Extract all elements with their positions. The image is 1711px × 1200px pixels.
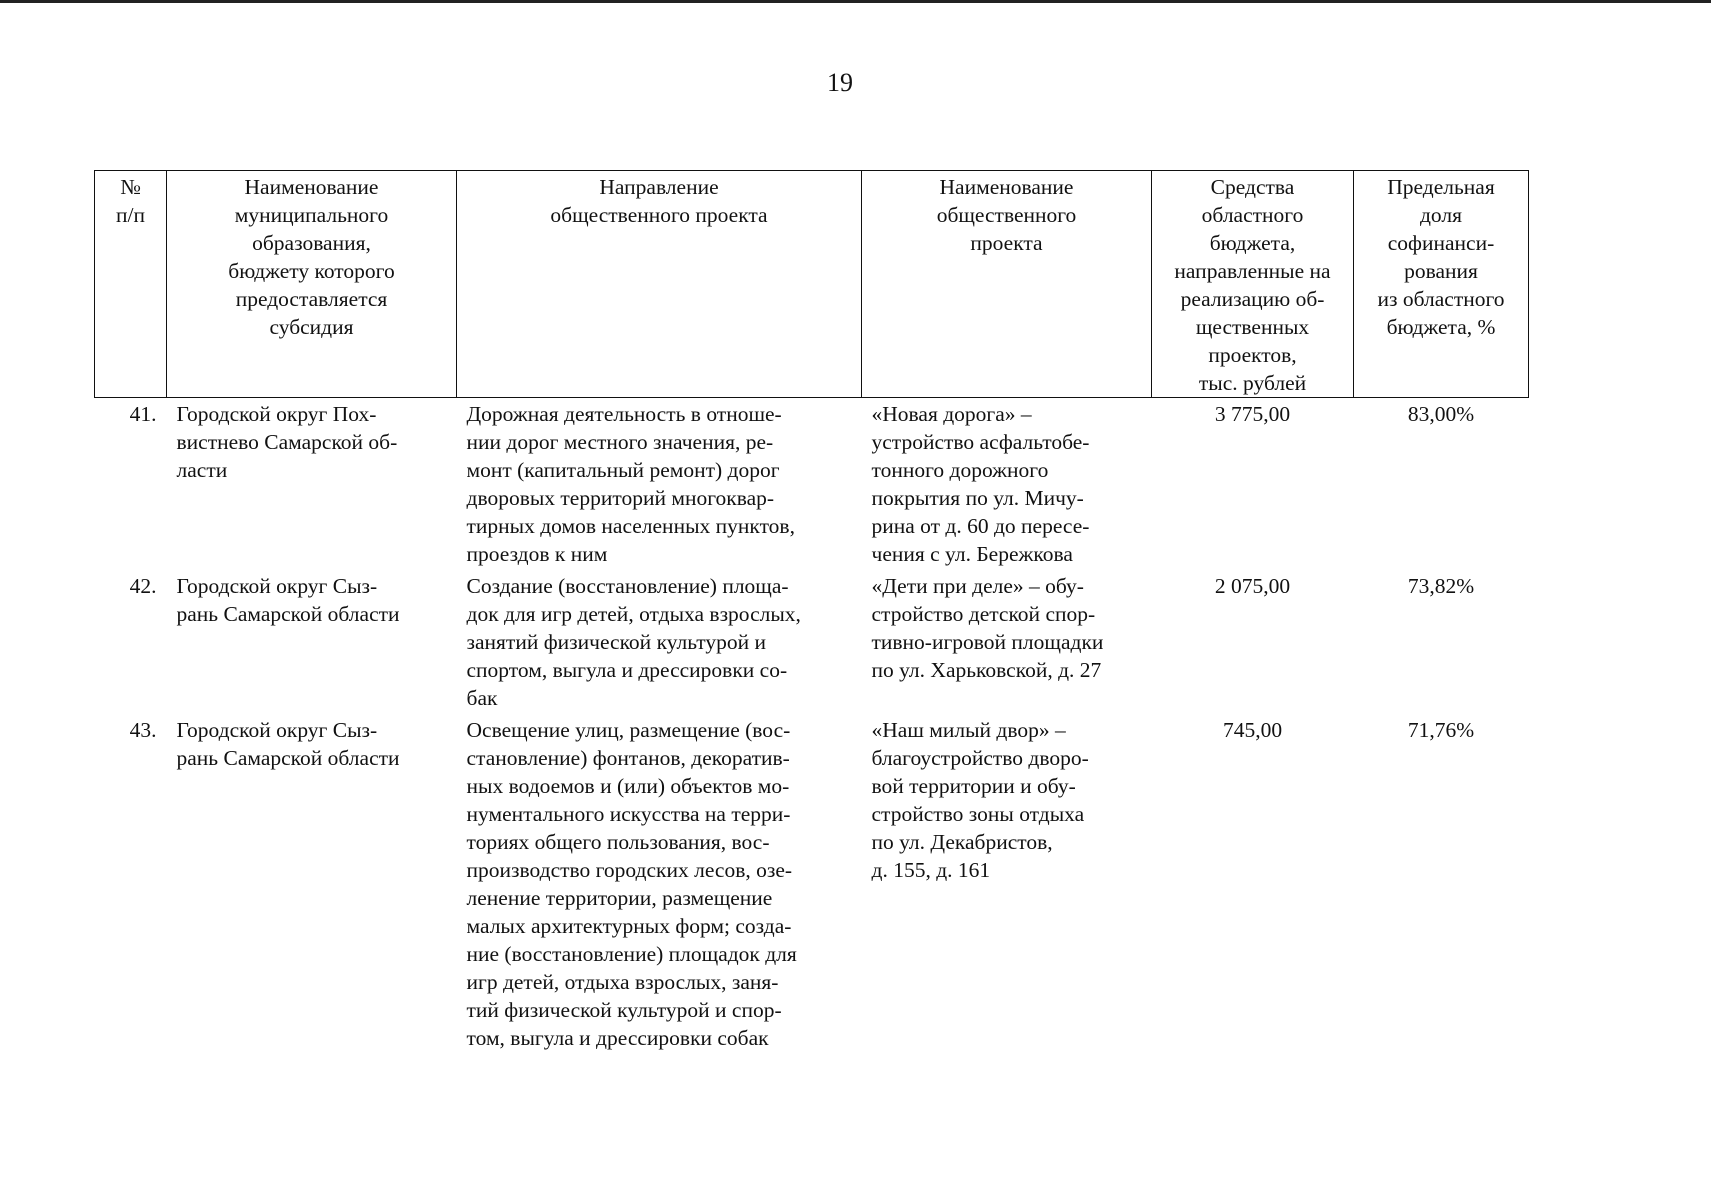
page-number: 19	[827, 68, 853, 97]
row-number: 43.	[129, 718, 157, 742]
row-direction: Дорожная деятельность в отноше- нии дорог местного значения, ре- монт (капитальный ремонт) дорог дворовых территорий многоквар- тирных домов населенных пунктов, проездов к ним	[466, 402, 795, 566]
row-share: 71,76%	[1407, 718, 1475, 742]
row-direction: Создание (восстановление) площа- док для игр детей, отдыха взрослых, занятий физической культурой и спортом, выгула и дрессировки со- бак	[466, 574, 801, 710]
row-direction: Освещение улиц, размещение (вос- становление) фонтанов, декоратив- ных водоемов и (или) объектов мо- нументального искусства на терри- ториях общего пользования, вос- производство городских лесов, озе- ленение территории, размещение малых архитектурных форм; созда- ние (восстановление) площадок для игр детей, отдыха взрослых, заня- тий физической культурой и спор- том, выгула и дрессировки собак	[466, 718, 797, 1050]
table-header	[95, 171, 1529, 398]
scan-top-edge	[0, 0, 1711, 3]
table-body	[95, 398, 1529, 1053]
header-direction: Направление общественного проекта	[457, 171, 862, 398]
row-project: «Дети при деле» – обу- стройство детской спор- тивно-игровой площадки по ул. Харьковской, д. 27	[871, 574, 1104, 682]
table-row	[95, 712, 1529, 1052]
row-municipality: Городской округ Пох- вистнево Самарской об- ласти	[176, 402, 398, 482]
header-share: Предельная доля софинанси- рования из областного бюджета, %	[1354, 171, 1529, 398]
row-number: 41.	[129, 402, 157, 426]
header-funds: Средства областного бюджета, направленные на реализацию об- щественных проектов, тыс. рублей	[1152, 171, 1354, 398]
header-row	[95, 171, 1529, 398]
row-project: «Наш милый двор» – благоустройство дворо- вой территории и обу- стройство зоны отдыха по ул. Декабристов, д. 155, д. 161	[871, 718, 1089, 882]
row-funds: 2 075,00	[1214, 574, 1291, 598]
row-municipality: Городской округ Сыз- рань Самарской области	[176, 718, 400, 770]
header-num: № п/п	[95, 171, 167, 398]
row-share: 73,82%	[1407, 574, 1475, 598]
row-municipality: Городской округ Сыз- рань Самарской области	[176, 574, 400, 626]
header-project: Наименование общественного проекта	[862, 171, 1152, 398]
header-municipality: Наименование муниципального образования, бюджету которого предоставляется субсидия	[167, 171, 457, 398]
row-project: «Новая дорога» – устройство асфальтобе- тонного дорожного покрытия по ул. Мичу- рина от д. 60 до пересе- чения с ул. Бережкова	[871, 402, 1090, 566]
row-funds: 745,00	[1222, 718, 1283, 742]
subsidy-table	[94, 170, 1529, 1052]
table-row	[95, 398, 1529, 569]
row-share: 83,00%	[1407, 402, 1475, 426]
row-funds: 3 775,00	[1214, 402, 1291, 426]
table-row	[95, 568, 1529, 712]
row-number: 42.	[129, 574, 157, 598]
